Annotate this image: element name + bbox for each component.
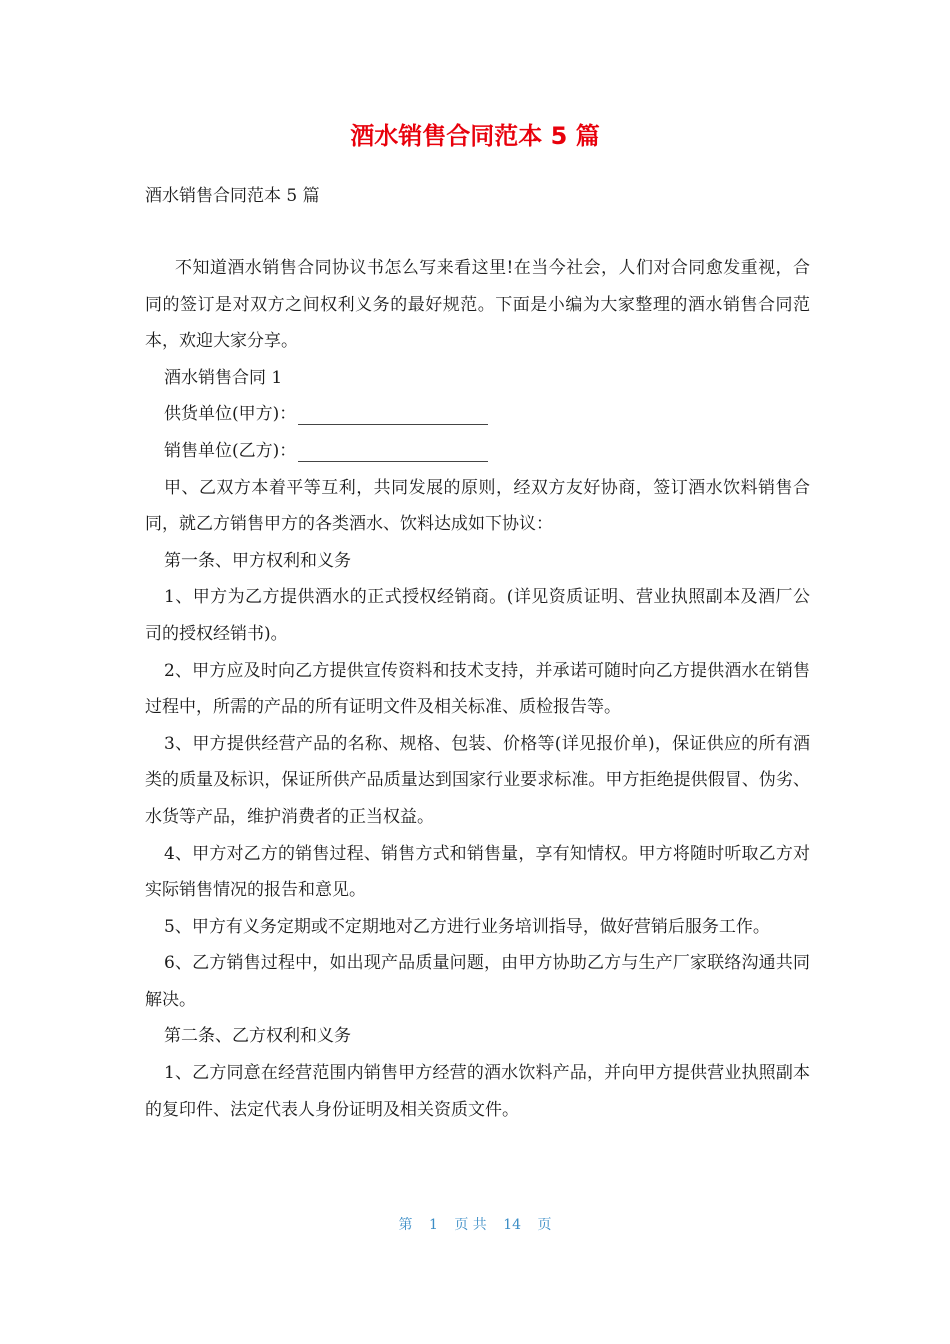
party-b-line bbox=[145, 433, 810, 470]
article-2-clause-1: 1、乙方同意在经营范围内销售甲方经营的酒水饮料产品，并向甲方提供营业执照副本的复印件、法定代表人身份证明及相关资质文件。 bbox=[145, 1063, 810, 1120]
footer-page-number: 1 bbox=[428, 1217, 438, 1233]
document-subtitle: 酒水销售合同范本 5 篇 bbox=[145, 186, 320, 206]
intro-paragraph: 不知道酒水销售合同协议书怎么写来看这里!在当今社会，人们对合同愈发重视，合同的签订是对双方之间权利义务的最好规范。下面是小编为大家整理的酒水销售合同范本，欢迎大家分享。 bbox=[145, 258, 810, 352]
footer-total-pages: 14 bbox=[503, 1217, 522, 1233]
party-a-line bbox=[145, 396, 810, 433]
article-1-clause-6: 6、乙方销售过程中，如出现产品质量问题，由甲方协助乙方与生产厂家联络沟通共同解决。 bbox=[145, 953, 810, 1010]
party-a-blank bbox=[298, 402, 488, 425]
footer-page-suffix: 页 bbox=[537, 1217, 552, 1233]
document-body bbox=[145, 250, 810, 1128]
article-1-clause-2: 2、甲方应及时向乙方提供宣传资料和技术支持，并承诺可随时向乙方提供酒水在销售过程中，所需的产品的所有证明文件及相关标准、质检报告等。 bbox=[145, 660, 810, 718]
article-2-title: 第二条、乙方权利和义务 bbox=[164, 1026, 351, 1047]
article-1-clause-4: 4、甲方对乙方的销售过程、销售方式和销售量，享有知情权。甲方将随时听取乙方对实际销售情况的报告和意见。 bbox=[145, 843, 810, 901]
party-b-label: 销售单位(乙方)： bbox=[164, 440, 297, 461]
party-b-blank bbox=[298, 439, 488, 462]
article-1-clause-3: 3、甲方提供经营产品的名称、规格、包装、价格等(详见报价单)，保证供应的所有酒类的质量及标识，保证所供产品质量达到国家行业要求标准。甲方拒绝提供假冒、伪劣、水货等产品，维护消费者的正当权益。 bbox=[145, 733, 810, 827]
article-1-title: 第一条、甲方权利和义务 bbox=[164, 550, 351, 571]
party-a-label: 供货单位(甲方)： bbox=[164, 404, 297, 425]
document-title: 酒水销售合同范本 5 篇 bbox=[350, 122, 600, 150]
footer-page-prefix: 第 bbox=[398, 1217, 413, 1233]
preamble-paragraph: 甲、乙双方本着平等互利，共同发展的原则，经双方友好协商，签订酒水饮料销售合同，就乙方销售甲方的各类酒水、饮料达成如下协议： bbox=[145, 477, 810, 535]
article-1-clause-5: 5、甲方有义务定期或不定期地对乙方进行业务培训指导，做好营销后服务工作。 bbox=[164, 916, 770, 937]
article-1-clause-1: 1、甲方为乙方提供酒水的正式授权经销商。(详见资质证明、营业执照副本及酒厂公司的授权经销书)。 bbox=[145, 587, 810, 644]
footer-page-mid: 页 共 bbox=[454, 1217, 487, 1233]
contract-title: 酒水销售合同 1 bbox=[164, 367, 283, 388]
page-footer bbox=[0, 1214, 950, 1234]
